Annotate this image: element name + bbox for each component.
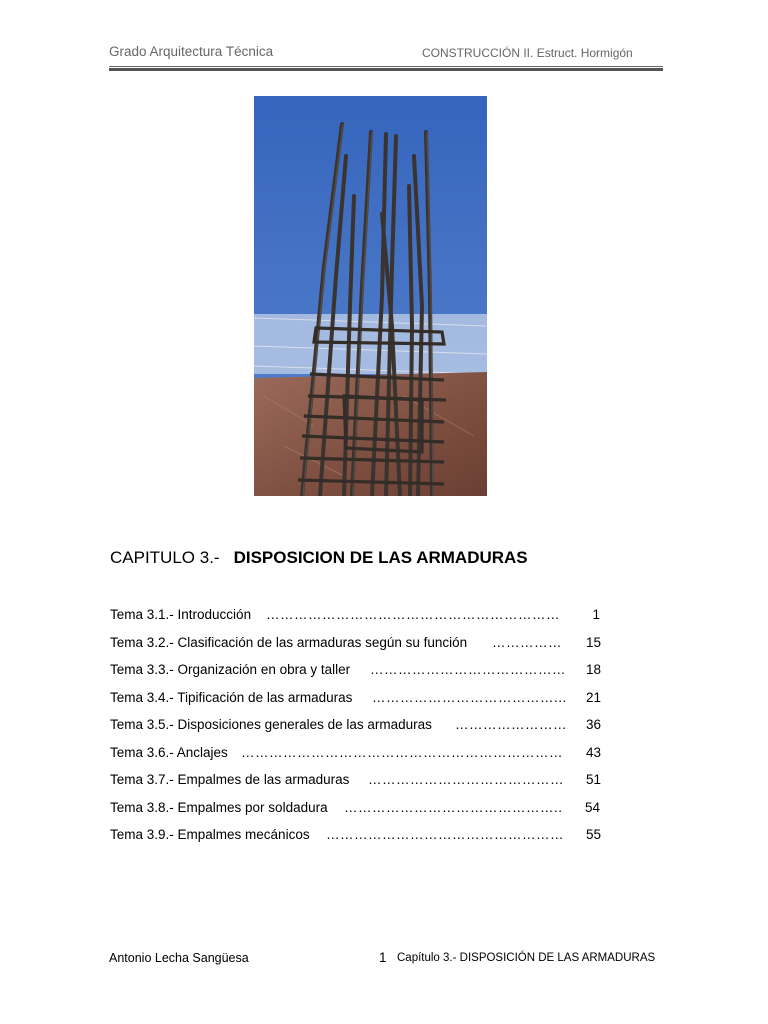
toc-item-page: 43 <box>585 744 601 760</box>
toc-item-label: Tema 3.2.- Clasificación de las armaduras según su función <box>110 634 468 650</box>
toc-item-page: 36 <box>585 717 601 732</box>
toc-item-label: Tema 3.3.- Organización en obra y taller <box>110 662 351 677</box>
toc-item <box>110 635 610 663</box>
chapter-heading <box>110 548 528 568</box>
toc-item <box>110 662 610 690</box>
toc-item-leader: …………………… <box>455 717 567 732</box>
toc-item-label: Tema 3.7.- Empalmes de las armaduras <box>110 772 350 787</box>
toc-item-leader: ……………………………………………………… <box>266 607 560 622</box>
toc-item-label: Tema 3.4.- Tipificación de las armaduras <box>110 689 353 705</box>
toc-item-leader: …………………………………… <box>368 772 564 787</box>
header-course-title: Grado Arquitectura Técnica <box>109 44 274 59</box>
toc-item-leader: …………………………………… <box>370 662 566 677</box>
header-subject-caps: CONSTRUCCIÓN II. <box>422 46 534 60</box>
toc-item <box>110 745 610 773</box>
toc-item-page: 21 <box>585 689 601 705</box>
toc-item-page: 1 <box>592 607 600 622</box>
toc-item-label: Tema 3.9.- Empalmes mecánicos <box>110 827 310 842</box>
toc-item-leader: …………… <box>492 634 562 650</box>
chapter-number: CAPITULO 3.- <box>110 548 220 567</box>
header-subject <box>422 46 633 60</box>
toc-item <box>110 607 610 635</box>
footer-page-number: 1 <box>379 950 387 965</box>
rebar-photo <box>254 96 487 496</box>
footer-author: Antonio Lecha Sangüesa <box>109 951 249 965</box>
toc-item <box>110 717 610 745</box>
header-subject-rest: Estruct. Hormigón <box>536 46 633 60</box>
toc-item-page: 18 <box>585 662 601 677</box>
table-of-contents <box>110 607 610 855</box>
toc-item-label: Tema 3.8.- Empalmes por soldadura <box>110 799 328 815</box>
toc-item-page: 51 <box>585 772 601 787</box>
chapter-title: DISPOSICION DE LAS ARMADURAS <box>233 548 528 567</box>
toc-item <box>110 827 610 855</box>
header-rule-thin <box>109 66 663 67</box>
toc-item-label: Tema 3.5.- Disposiciones generales de las armaduras <box>110 717 432 732</box>
toc-item-label: Tema 3.6.- Anclajes <box>110 744 228 760</box>
photo-ground <box>254 372 487 496</box>
toc-item <box>110 800 610 828</box>
toc-item-leader: …………………………………………… <box>326 827 564 842</box>
toc-item-page: 55 <box>585 827 601 842</box>
toc-item-leader: …………………………………... <box>372 689 567 705</box>
toc-item-leader: …………………………………………………………… <box>241 744 563 760</box>
toc-item <box>110 772 610 800</box>
toc-item-label: Tema 3.1.- Introducción <box>110 607 252 622</box>
toc-item-leader: ……………………………………….. <box>344 799 563 815</box>
toc-item <box>110 690 610 718</box>
toc-item-page: 15 <box>585 634 601 650</box>
footer-chapter: Capítulo 3.- DISPOSICIÓN DE LAS ARMADURAS <box>397 952 656 964</box>
toc-item-page: 54 <box>584 799 600 815</box>
header-rule-thick <box>109 68 663 71</box>
